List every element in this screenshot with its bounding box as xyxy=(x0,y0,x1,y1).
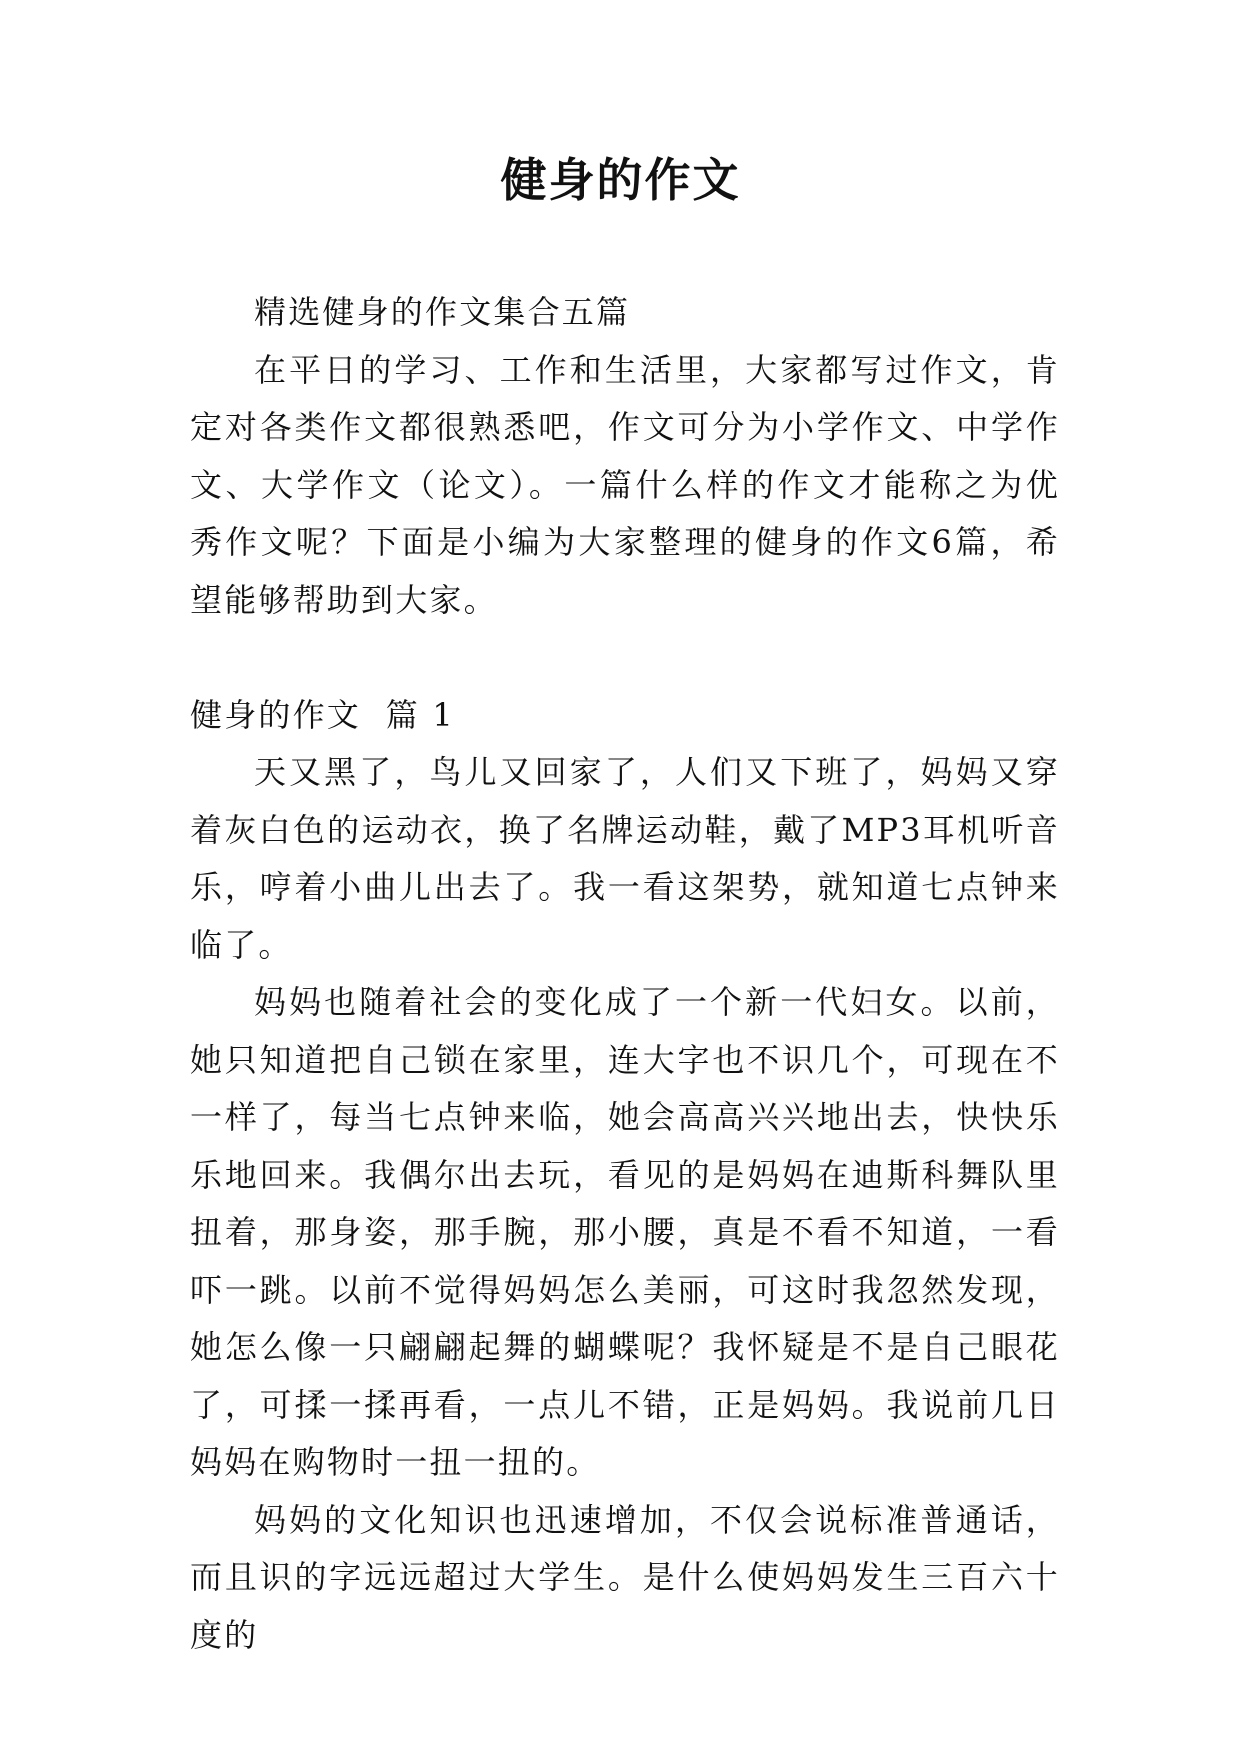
section-heading: 健身的作文 篇 1 xyxy=(190,695,455,734)
document-body xyxy=(190,284,1060,1664)
subtitle: 精选健身的作文集合五篇 xyxy=(254,293,631,331)
body-paragraph-3: 妈妈的文化知识也迅速增加，不仅会说标准普通话，而且识的字远远超过大学生。是什么使妈妈发生三百六十度的 xyxy=(190,1500,1060,1654)
intro-paragraph: 在平日的学习、工作和生活里，大家都写过作文，肯定对各类作文都很熟悉吧，作文可分为小学作文、中学作文、大学作文（论文）。一篇什么样的作文才能称之为优秀作文呢？下面是小编为大家整理的健身的作文6篇，希望能够帮助到大家。 xyxy=(190,350,1060,619)
document-title: 健身的作文 xyxy=(500,153,741,207)
body-paragraph-2: 妈妈也随着社会的变化成了一个新一代妇女。以前，她只知道把自己锁在家里，连大字也不识几个，可现在不一样了，每当七点钟来临，她会高高兴兴地出去，快快乐乐地回来。我偶尔出去玩，看见的是妈妈在迪斯科舞队里扭着，那身姿，那手腕，那小腰，真是不看不知道，一看吓一跳。以前不觉得妈妈怎么美丽，可这时我忽然发现，她怎么像一只翩翩起舞的蝴蝶呢？我怀疑是不是自己眼花了，可揉一揉再看，一点儿不错，正是妈妈。我说前几日妈妈在购物时一扭一扭的。 xyxy=(190,983,1060,1481)
body-paragraph-1: 天又黑了，鸟儿又回家了，人们又下班了，妈妈又穿着灰白色的运动衣，换了名牌运动鞋，戴了MP3耳机听音乐，哼着小曲儿出去了。我一看这架势，就知道七点钟来临了。 xyxy=(190,753,1060,964)
section-spacer xyxy=(190,629,1060,687)
